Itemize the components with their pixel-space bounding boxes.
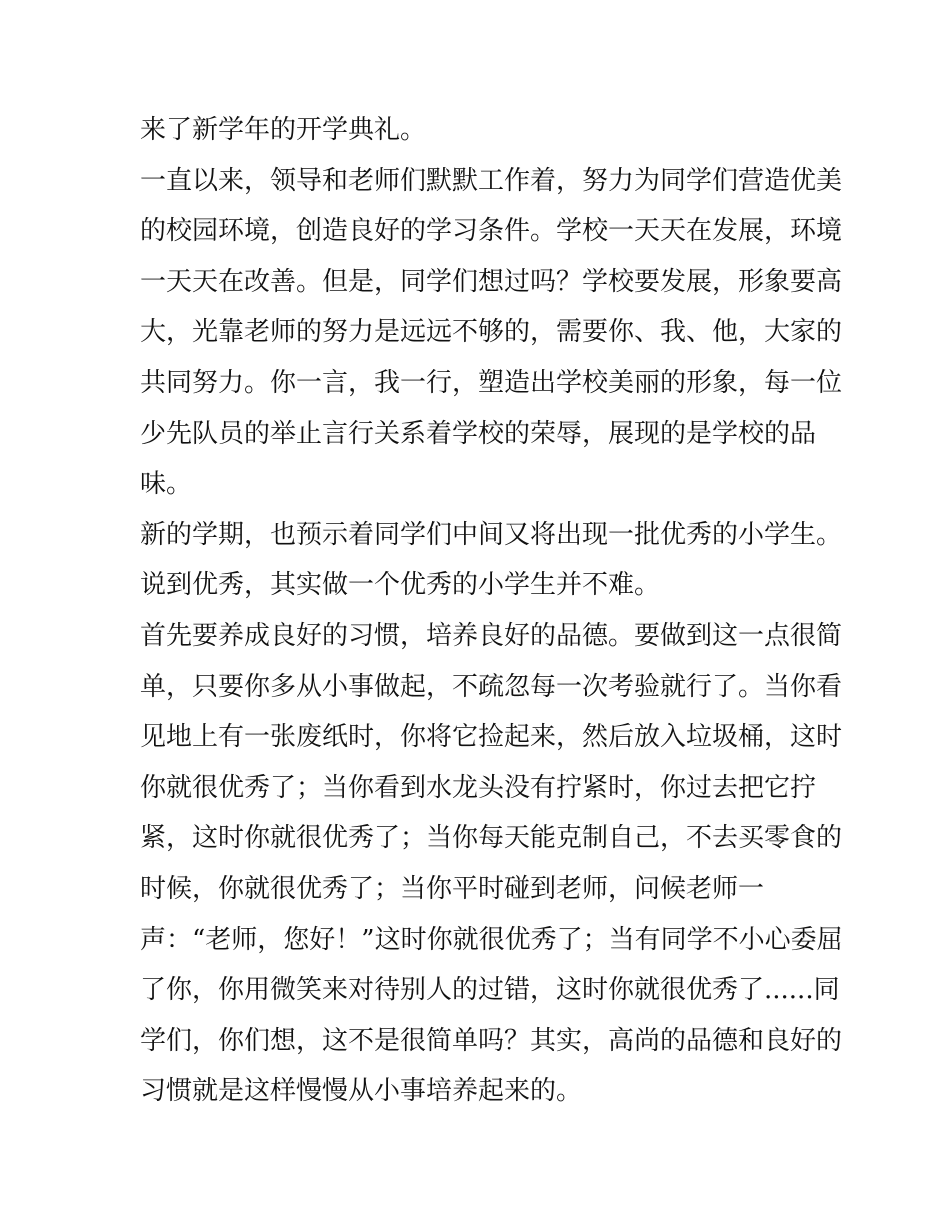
text-line: 一直以来，领导和老师们默默工作着，努力为同学们营造优美 (140, 165, 843, 196)
text-line: 一天天在改善。但是，同学们想过吗？学校要发展，形象要高 (140, 266, 843, 297)
text-line: 少先队员的举止言行关系着学校的荣辱，展现的是学校的品 (140, 418, 817, 449)
text-line: 时候，你就很优秀了；当你平时碰到老师，问候老师一 (140, 873, 765, 904)
body-text (140, 105, 843, 1117)
text-line: 单，只要你多从小事做起，不疏忽每一次考验就行了。当你看 (140, 671, 843, 702)
text-line: 见地上有一张废纸时，你将它捡起来，然后放入垃圾桶，这时 (140, 722, 843, 753)
text-line: 紧，这时你就很优秀了；当你每天能克制自己，不去买零食的 (140, 823, 843, 854)
text-line: 了你，你用微笑来对待别人的过错，这时你就很优秀了......同 (140, 975, 840, 1006)
text-line: 学们，你们想，这不是很简单吗？其实，高尚的品德和良好的 (140, 1025, 843, 1056)
text-line: 声：“老师，您好！”这时你就很优秀了；当有同学不小心委屈 (140, 924, 843, 955)
text-line: 味。 (140, 469, 193, 500)
text-line: 首先要养成良好的习惯，培养良好的品德。要做到这一点很简 (140, 620, 843, 651)
text-line: 的校园环境，创造良好的学习条件。学校一天天在发展，环境 (140, 216, 843, 247)
text-line: 共同努力。你一言，我一行，塑造出学校美丽的形象，每一位 (140, 367, 843, 398)
text-line: 新的学期，也预示着同学们中间又将出现一批优秀的小学生。 (140, 519, 843, 550)
text-line: 习惯就是这样慢慢从小事培养起来的。 (140, 1076, 583, 1107)
text-line: 大，光靠老师的努力是远远不够的，需要你、我、他，大家的 (140, 317, 843, 348)
text-line: 来了新学年的开学典礼。 (140, 115, 427, 145)
text-line: 你就很优秀了；当你看到水龙头没有拧紧时，你过去把它拧 (140, 772, 817, 803)
text-line: 说到优秀，其实做一个优秀的小学生并不难。 (140, 570, 661, 601)
